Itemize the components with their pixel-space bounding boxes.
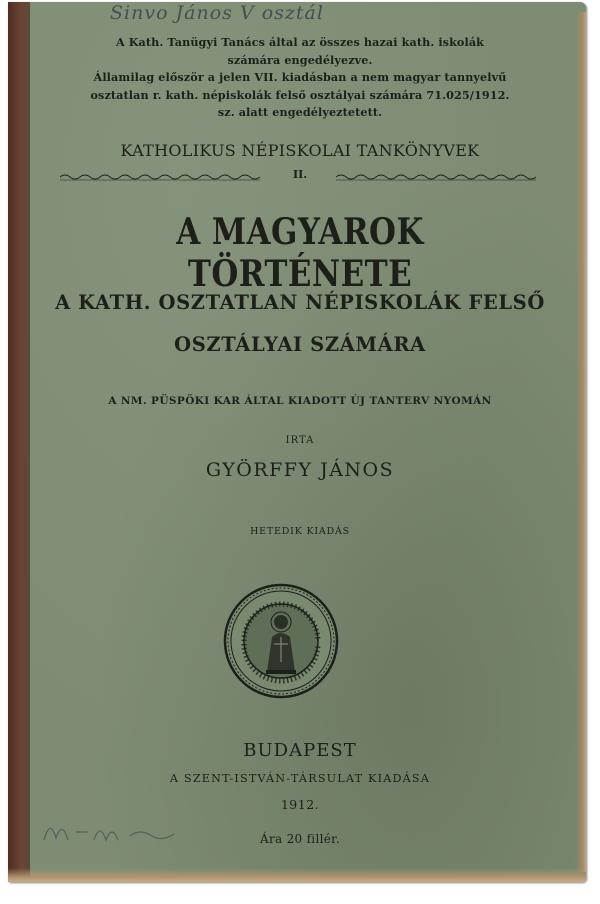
book-title: A MAGYAROK TÖRTÉNETE [176, 211, 424, 295]
curriculum-note: A NM. PÜSPÖKI KAR ÁLTAL KIADOTT ÚJ TANTERV NYOMÁN [108, 395, 492, 407]
publisher-name: A SZENT-ISTVÁN-TÁRSULAT KIADÁSA [169, 772, 431, 785]
handwritten-owner-note: Sinvo János V osztál [110, 2, 324, 24]
publication-year: 1912. [280, 797, 320, 812]
pencil-scribble [40, 810, 200, 850]
approval-line: sz. alatt engedélyeztetett. [217, 105, 383, 119]
approval-notice [22, 34, 578, 122]
publisher-seal-emblem [222, 582, 340, 700]
approval-line: számára engedélyezve. [227, 52, 373, 67]
price-label: Ára 20 fillér. [260, 832, 340, 846]
series-title: KATHOLIKUS NÉPISKOLAI TANKÖNYVEK [120, 141, 480, 160]
author-name: GYÖRFFY JÁNOS [205, 459, 395, 481]
subtitle-line: A KATH. OSZTATLAN NÉPISKOLÁK FELSŐ [55, 291, 545, 314]
author-label: IRTA [285, 435, 315, 446]
approval-line: Államilag először a jelen VII. kiadásban a nem magyar tannyelvű [93, 70, 507, 84]
series-number: II. [292, 168, 308, 181]
approval-line: A Kath. Tanügyi Tanács által az összes hazai kath. iskolák [115, 35, 485, 49]
edition-label: HETEDIK KIADÁS [250, 526, 350, 537]
book-subtitle [22, 282, 578, 366]
page-edge-bottom [8, 868, 586, 882]
approval-line: osztatlan r. kath. népiskolák felső osztályai számára 71.025/1912. [90, 87, 510, 102]
subtitle-line: OSZTÁLYAI SZÁMÁRA [174, 333, 426, 356]
publication-city: BUDAPEST [243, 740, 357, 761]
